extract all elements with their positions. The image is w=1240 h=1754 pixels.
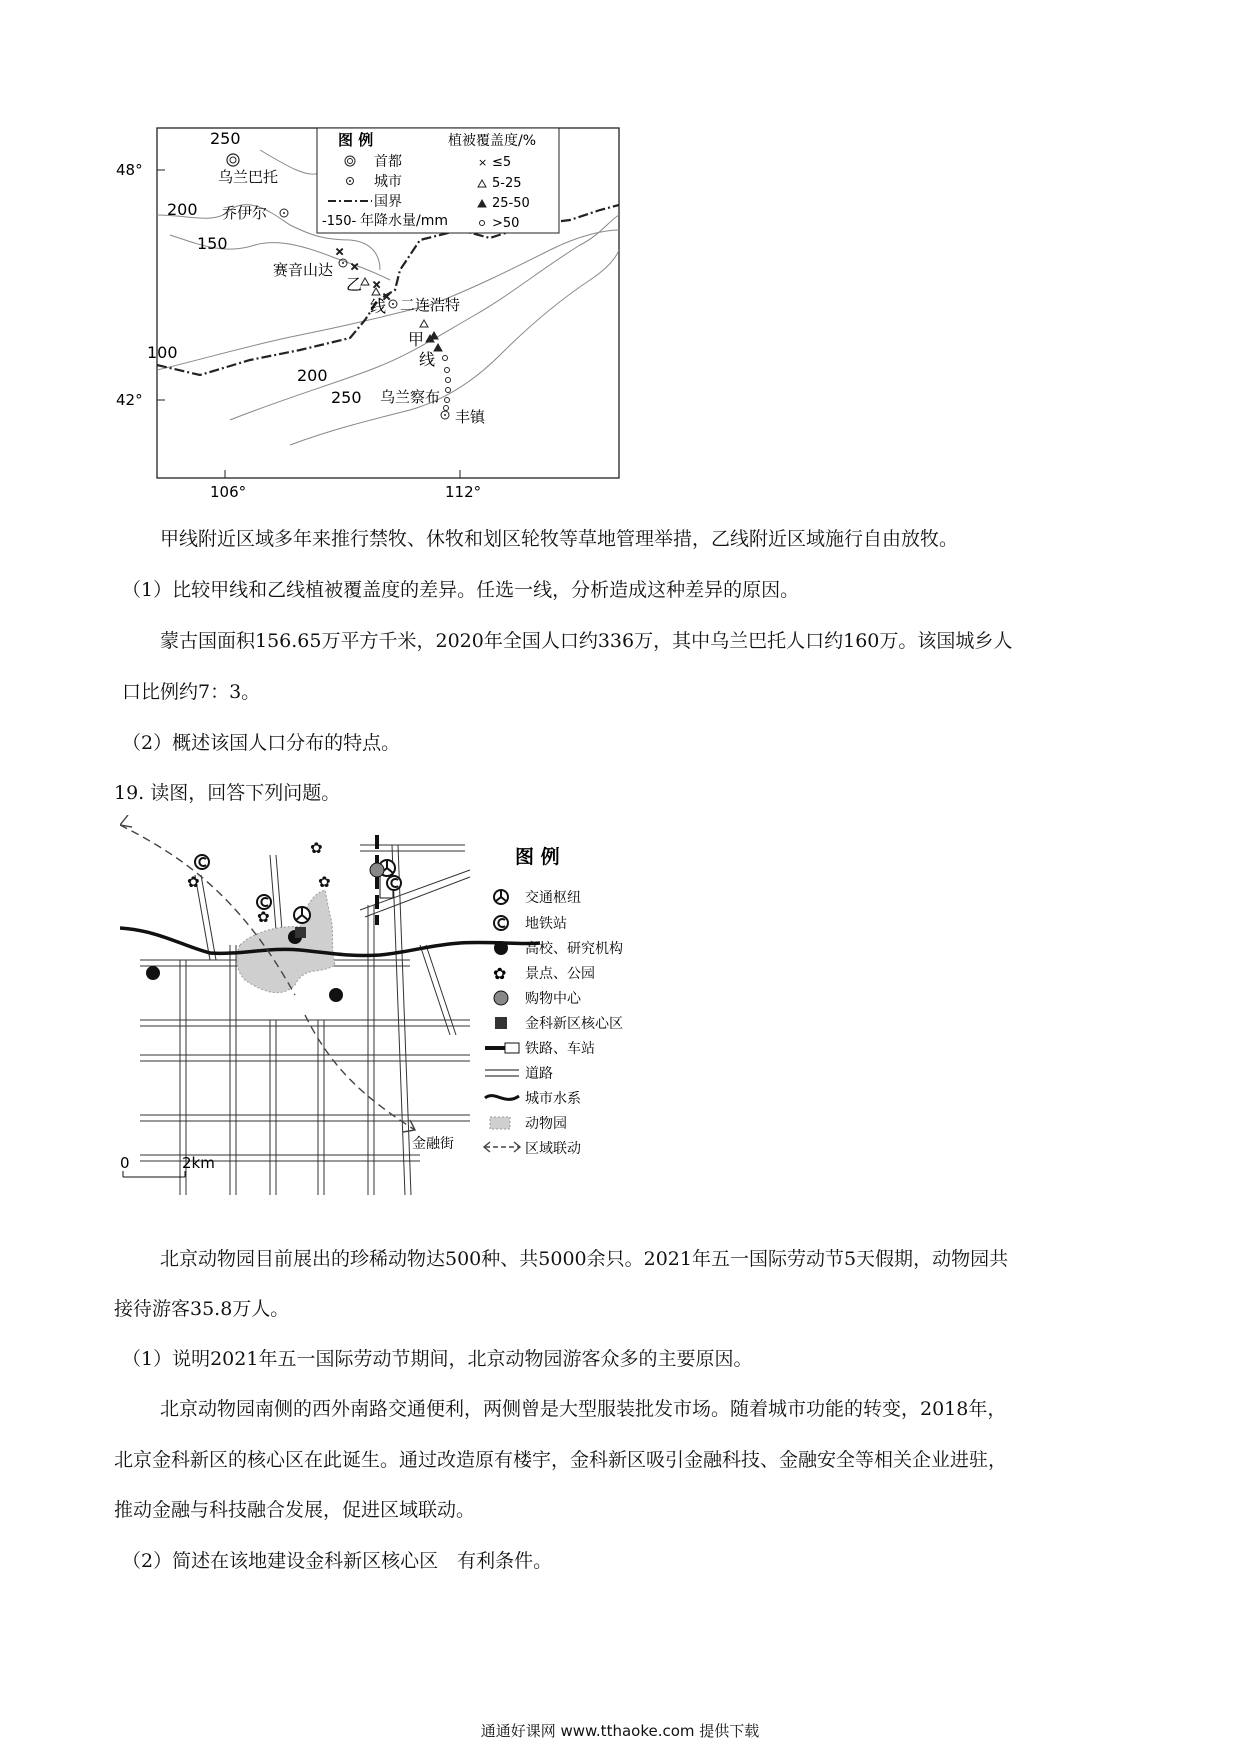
isohyet-label: 100	[147, 343, 178, 362]
legend-c3: 25-50	[492, 196, 530, 211]
question-2: （2）概述该国人口分布的特点。	[122, 732, 401, 754]
legend-item: 铁路、车站	[525, 1041, 595, 1057]
svg-text:✿: ✿	[187, 873, 200, 891]
line-jia-label: 甲	[408, 330, 425, 349]
legend-c1: ≤5	[492, 155, 512, 170]
legend-item: 区域联动	[525, 1141, 581, 1157]
subway-station-icon	[387, 876, 401, 890]
paragraph: 接待游客35.8万人。	[114, 1298, 290, 1320]
paragraph: 推动金融与科技融合发展，促进区域联动。	[114, 1499, 476, 1521]
city-fengzhen	[441, 411, 449, 419]
jinke-core-area-icon	[295, 927, 306, 938]
scale-zero: 0	[120, 1154, 130, 1172]
legend-capital: 首都	[374, 154, 402, 170]
footer: 通通好课网 www.tthaoke.com 提供下载	[480, 1722, 760, 1740]
svg-text:✿: ✿	[257, 908, 270, 926]
legend-isohyet-value: -150-	[322, 214, 357, 229]
legend-border: 国界	[374, 194, 402, 210]
legend-title: 图 例	[338, 131, 374, 149]
city-sainshand	[339, 259, 347, 267]
legend-item: 道路	[525, 1066, 553, 1082]
paragraph: 甲线附近区域多年来推行禁牧、休牧和划区轮牧等草地管理举措，乙线附近区域施行自由放牧。	[160, 528, 959, 550]
legend-item: 金科新区核心区	[525, 1016, 623, 1032]
question-2: （2）简述在该地建设金科新区核心区 有利条件。	[122, 1550, 553, 1572]
svg-text:✿: ✿	[310, 839, 323, 857]
legend-isohyet: 年降水量/mm	[360, 213, 448, 229]
transport-hub-icon	[294, 907, 310, 923]
paragraph: 北京动物园目前展出的珍稀动物达500种、共5000余只。2021年五一国际劳动节5天假期，动物园共	[160, 1248, 1009, 1270]
transect-yi-points	[335, 245, 391, 303]
svg-text:✿: ✿	[493, 964, 507, 983]
scale-bar	[120, 1154, 215, 1177]
zoo-area	[237, 890, 335, 993]
isohyet-label: 200	[167, 200, 198, 219]
svg-text:×: ×	[478, 156, 488, 169]
paragraph: 北京金科新区的核心区在此诞生。通过改造原有楼宇，金科新区吸引金融科技、金融安全等相关企业进驻，	[114, 1449, 1008, 1471]
legend-item: 景点、公园	[525, 966, 595, 982]
map1-legend	[317, 128, 559, 233]
map2-legend	[484, 845, 623, 1157]
ulaanbaatar-label: 乌兰巴托	[218, 168, 279, 186]
city-choir	[280, 209, 288, 217]
lat-48-label: 48°	[116, 161, 143, 179]
scale-km: 2km	[182, 1154, 215, 1172]
legend-cover-title: 植被覆盖度/%	[448, 133, 537, 149]
legend-item: 动物园	[525, 1116, 567, 1132]
lon-106-label: 106°	[210, 483, 247, 500]
jrj-label: 金融街	[412, 1136, 454, 1152]
legend-item: 城市水系	[525, 1091, 581, 1107]
fengzhen-label: 丰镇	[455, 408, 486, 426]
paragraph: 蒙古国面积156.65万平方千米，2020年全国人口约336万，其中乌兰巴托人口约160万。该国城乡人	[160, 630, 1013, 652]
legend-c4: >50	[492, 216, 520, 231]
lon-112-label: 112°	[445, 483, 482, 500]
beijing-zoo-map	[120, 815, 720, 1220]
isohyet-label: 200	[297, 366, 328, 385]
isohyet-label: 150	[197, 234, 228, 253]
legend-item: 购物中心	[525, 991, 581, 1007]
svg-text:×: ×	[372, 278, 382, 291]
legend-item: 地铁站	[525, 916, 567, 932]
isohyet-label: 250	[331, 388, 362, 407]
line-yi-label: 线	[370, 297, 387, 316]
question-19: 19. 读图，回答下列问题。	[114, 782, 341, 804]
legend-item: 交通枢纽	[525, 890, 581, 906]
choir-label: 乔伊尔	[222, 204, 268, 222]
question-1: （1）说明2021年五一国际劳动节期间，北京动物园游客众多的主要原因。	[122, 1348, 753, 1370]
paragraph: 北京动物园南侧的西外南路交通便利，两侧曾是大型服装批发市场。随着城市功能的转变，2018年，	[160, 1398, 1007, 1420]
erenhot-label: 二连浩特	[400, 296, 461, 314]
mongolia-vegetation-map	[110, 120, 630, 500]
question-1: （1）比较甲线和乙线植被覆盖度的差异。任选一线，分析造成这种差异的原因。	[122, 579, 800, 601]
line-jia-label: 线	[419, 350, 436, 369]
svg-text:×: ×	[382, 290, 392, 303]
legend-c2: 5-25	[492, 176, 522, 191]
svg-text:×: ×	[335, 245, 345, 258]
legend-title: 图 例	[515, 846, 560, 868]
isohyet-label: 250	[210, 129, 241, 148]
ulanqab-label: 乌兰察布	[380, 388, 441, 406]
subway-station-icon	[257, 895, 271, 909]
svg-text:✿: ✿	[318, 873, 331, 891]
lat-42-label: 42°	[116, 391, 143, 409]
capital-ulaanbaatar	[227, 154, 239, 166]
sainshand-label: 赛音山达	[273, 261, 334, 279]
subway-station-icon	[195, 855, 209, 869]
shopping-center-icon	[370, 863, 384, 877]
legend-item: 高校、研究机构	[525, 941, 623, 957]
line-yi-label: 乙	[346, 275, 363, 294]
paragraph: 口比例约7：3。	[122, 681, 261, 703]
legend-city: 城市	[374, 174, 402, 190]
svg-text:×: ×	[350, 260, 360, 273]
